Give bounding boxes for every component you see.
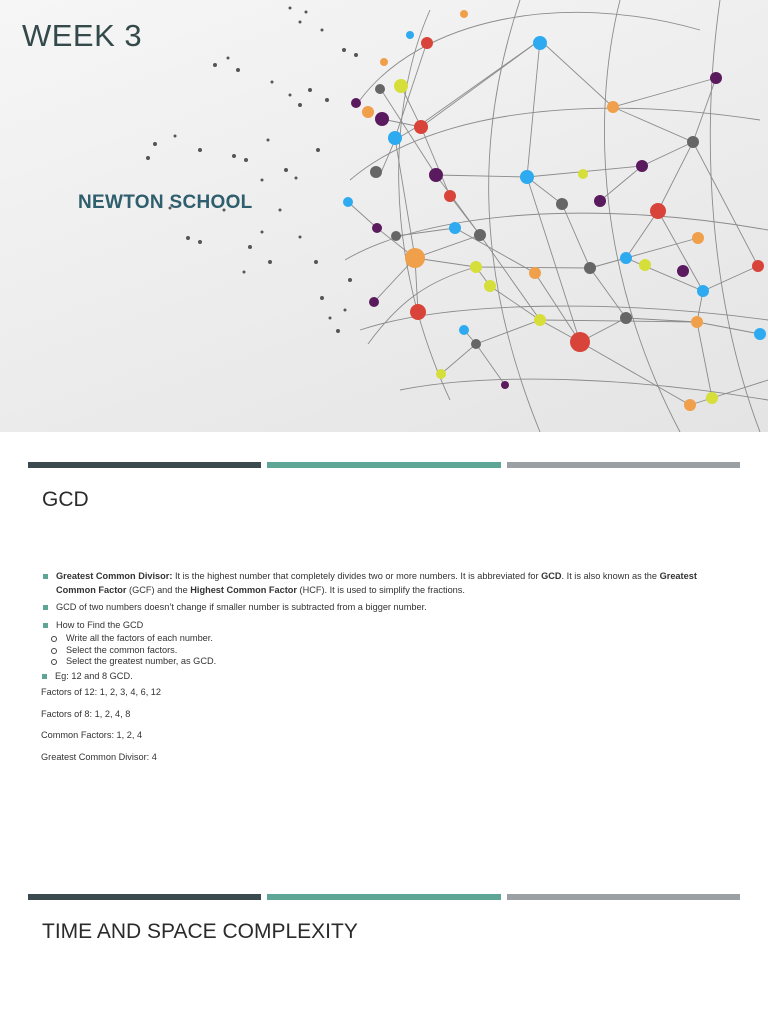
step-item [42,645,722,657]
step-text: Select the common factors. [66,644,178,655]
accent-bars-slide2 [28,462,740,468]
step-item [42,633,722,645]
term-gcd-full: Greatest Common Divisor: [56,571,173,581]
how-to-text: How to Find the GCD [56,619,144,630]
factors-12-line: Factors of 12: 1, 2, 3, 4, 6, 12 [41,687,162,697]
sub-bullet-circle [51,636,57,642]
step-text: Select the greatest number, as GCD. [66,656,217,666]
accent-bar-gray [507,894,740,900]
example-bullet [41,670,722,684]
gcd-result-line: Greatest Common Divisor: 4 [41,751,157,762]
example-text: Eg: 12 and 8 GCD. [55,670,133,681]
bullet-marker [43,605,48,610]
accent-bar-gray [507,462,740,468]
network-sphere-graphic [0,0,768,432]
bullet-marker [43,623,48,628]
definition-text-3: (GCF) and the [126,584,191,595]
school-name: NEWTON SCHOOL [78,192,253,213]
title-slide [0,0,768,432]
definition-text-2: . It is also known as the [561,571,660,581]
accent-bar-dark [28,462,261,468]
slide-title: WEEK 3 [22,18,143,53]
accent-bar-dark [28,894,261,900]
gcd-content [42,570,722,764]
property-text: GCD of two numbers doesn’t change if smaller number is subtracted from a bigger number. [56,602,427,612]
step-text: Write all the factors of each number. [66,633,213,643]
gcd-definition-bullet [42,570,722,597]
term-hcf: Highest Common Factor [190,584,297,595]
gcd-heading: GCD [42,488,89,511]
bullet-marker [43,574,48,579]
definition-text-1: It is the highest number that completely divides two or more numbers. It is abbreviated for [172,571,542,581]
complexity-heading: TIME AND SPACE COMPLEXITY [42,920,358,943]
how-to-bullet [42,619,722,633]
sub-bullet-circle [51,648,57,654]
step-item [42,656,722,668]
term-gcf: Greatest Common Factor [56,571,697,595]
accent-bar-teal [267,894,500,900]
bullet-marker [42,674,47,679]
term-gcd: GCD [541,571,562,581]
definition-text-4: (HCF). It is used to simplify the fractions. [296,584,465,595]
gcd-property-bullet [42,601,722,615]
factors-8-line: Factors of 8: 1, 2, 4, 8 [41,708,131,719]
example-lines [41,686,722,764]
sub-bullet-circle [51,659,57,665]
particle-dots [146,7,358,334]
accent-bar-teal [267,462,500,468]
common-factors-line: Common Factors: 1, 2, 4 [41,730,143,740]
accent-bars-slide3 [28,894,740,900]
